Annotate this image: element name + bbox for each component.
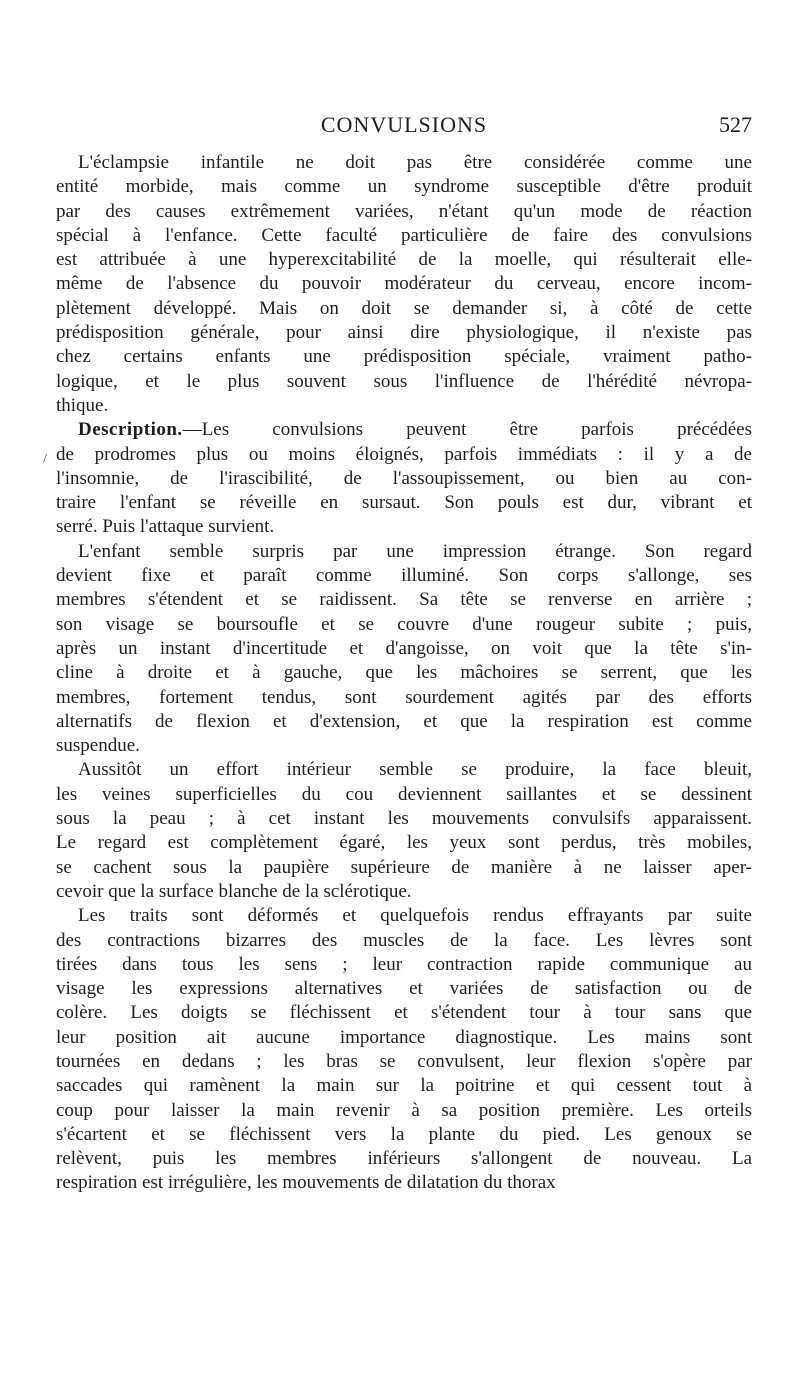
text-line: se cachent sous la paupière supérieure de manière à ne laisser aper- [56, 856, 752, 878]
text-line: thique. [56, 394, 109, 416]
body-text [56, 151, 752, 1196]
text-line: même de l'absence du pouvoir modérateur du cerveau, encore incom- [56, 273, 752, 295]
text-line: chez certains enfants une prédisposition spéciale, vraiment patho- [56, 346, 752, 368]
text-line: L'éclampsie infantile ne doit pas être considérée comme une [78, 152, 752, 173]
text-line: L'enfant semble surpris par une impression étrange. Son regard [78, 540, 752, 562]
running-head [56, 112, 752, 142]
text-line: les veines superficielles du cou deviennent saillantes et se dessinent [56, 783, 752, 805]
text-line: coup pour laisser la main revenir à sa position première. Les orteils [56, 1099, 752, 1121]
text-line: son visage se boursoufle et se couvre d'une rougeur subite ; puis, [56, 613, 752, 635]
text-line: Aussitôt un effort intérieur semble se produire, la face bleuit, [78, 759, 752, 781]
text-line: plètement développé. Mais on doit se demander si, à côté de cette [56, 297, 752, 319]
text-line: membres s'étendent et se raidissent. Sa tête se renverse en arrière ; [56, 589, 752, 611]
text-line: spécial à l'enfance. Cette faculté particulière de faire des convulsions [56, 224, 752, 246]
description-line [56, 418, 752, 442]
text-line: serré. Puis l'attaque survient. [56, 516, 275, 538]
text-line: cline à droite et à gauche, que les mâchoires se serrent, que les [56, 662, 752, 684]
text-line: relèvent, puis les membres inférieurs s'allongent de nouveau. La [56, 1148, 752, 1170]
text-line: suspendue. [56, 735, 140, 757]
text-line: Les traits sont déformés et quelquefois rendus effrayants par suite [78, 905, 752, 927]
text-line: de prodromes plus ou moins éloignés, parfois immédiats : il y a de [56, 443, 752, 465]
text-line: visage les expressions alternatives et variées de satisfaction ou de [56, 978, 752, 1000]
text-line: devient fixe et paraît comme illuminé. Son corps s'allonge, ses [56, 565, 752, 587]
description-text: —Les convulsions peuvent être parfois précédées [182, 419, 752, 441]
text-line: prédisposition générale, pour ainsi dire physiologique, il n'existe pas [56, 322, 752, 344]
text-line: sous la peau ; à cet instant les mouvements convulsifs apparaissent. [56, 808, 752, 830]
text-line: tournées en dedans ; les bras se convulsent, leur flexion s'opère par [56, 1050, 752, 1072]
text-line: leur position ait aucune importance diagnostique. Les mains sont [56, 1026, 752, 1048]
text-line: par des causes extrêmement variées, n'étant qu'un mode de réaction [56, 200, 752, 222]
margin-mark: / [43, 452, 47, 467]
text-line: des contractions bizarres des muscles de la face. Les lèvres sont [56, 929, 752, 951]
text-line: s'écartent et se fléchissent vers la plante du pied. Les genoux se [56, 1123, 752, 1145]
text-line: traire l'enfant se réveille en sursaut. Son pouls est dur, vibrant et [56, 492, 752, 514]
page-number: 527 [719, 112, 752, 137]
text-line: Le regard est complètement égaré, les yeux sont perdus, très mobiles, [56, 832, 752, 854]
text-line: entité morbide, mais comme un syndrome susceptible d'être produit [56, 176, 752, 198]
text-line: respiration est irrégulière, les mouvements de dilatation du thorax [56, 1172, 556, 1194]
text-line: l'insomnie, de l'irascibilité, de l'assoupissement, ou bien au con- [56, 467, 752, 489]
text-line: alternatifs de flexion et d'extension, et que la respiration est comme [56, 710, 752, 732]
text-line: tirées dans tous les sens ; leur contraction rapide communique au [56, 953, 752, 975]
text-line: après un instant d'incertitude et d'angoisse, on voit que la tête s'in- [56, 637, 752, 659]
text-line: cevoir que la surface blanche de la sclérotique. [56, 880, 412, 902]
text-line: colère. Les doigts se fléchissent et s'étendent tour à tour sans que [56, 1002, 752, 1024]
text-line: est attribuée à une hyperexcitabilité de la moelle, qui résulterait elle- [56, 249, 752, 271]
running-title: CONVULSIONS [320, 112, 488, 137]
text-line: saccades qui ramènent la main sur la poitrine et qui cessent tout à [56, 1075, 752, 1097]
text-line: membres, fortement tendus, sont sourdement agités par des efforts [56, 686, 752, 708]
section-heading: Description. [78, 419, 183, 441]
text-line: logique, et le plus souvent sous l'influence de l'hérédité névropa- [56, 370, 752, 392]
